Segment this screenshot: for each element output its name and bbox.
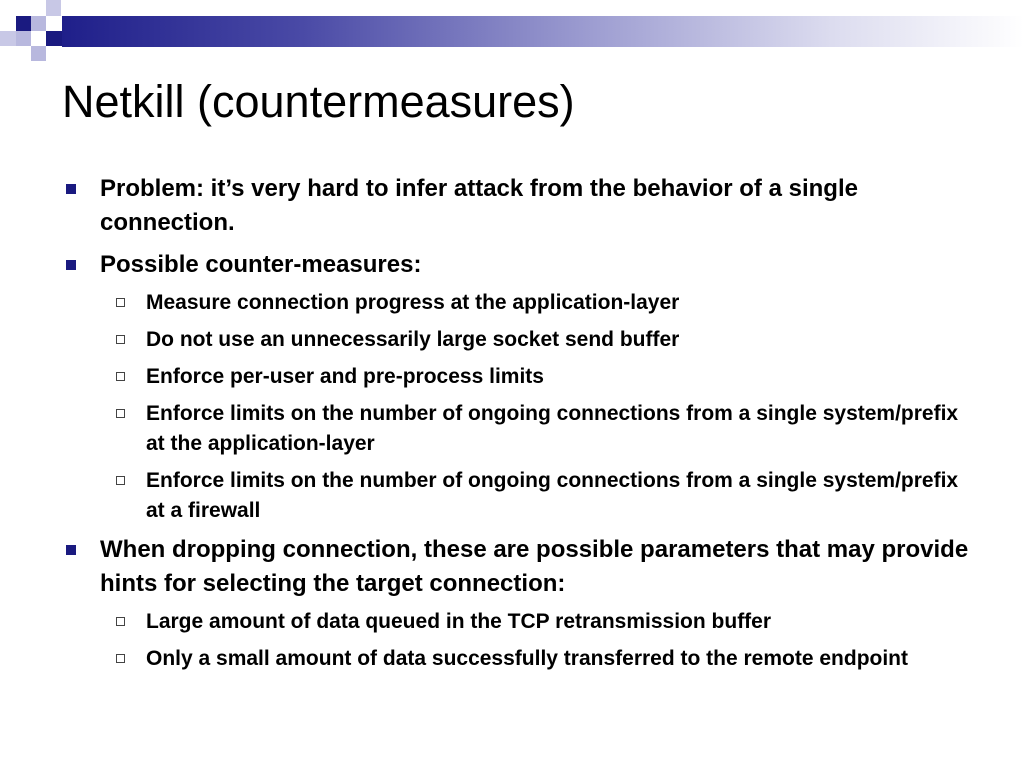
- sub-bullet-text: Enforce per-user and pre-process limits: [146, 365, 544, 388]
- sub-bullet-text: Measure connection progress at the application-layer: [146, 291, 680, 314]
- sub-bullet-text: Only a small amount of data successfully transferred to the remote endpoint: [146, 647, 908, 670]
- square-bullet-icon: [66, 260, 76, 270]
- sub-bullet-item: [62, 399, 982, 459]
- sub-bullet-item: [62, 288, 982, 318]
- sub-bullet-item: [62, 466, 982, 526]
- decor-square-light: [31, 16, 46, 31]
- bullet-text: When dropping connection, these are possible parameters that may provide hints for selecting the target connection:: [100, 536, 969, 597]
- decor-square-light: [16, 31, 31, 46]
- decor-square-dark: [46, 31, 62, 46]
- decor-square-mid: [0, 31, 16, 46]
- header-gradient-bar: [62, 16, 1024, 47]
- bullet-text: Problem: it’s very hard to infer attack from the behavior of a single connection.: [100, 175, 858, 236]
- square-bullet-icon: [66, 184, 76, 194]
- decor-square-light: [31, 46, 46, 61]
- bullet-text: Possible counter-measures:: [100, 251, 422, 278]
- bullet-item: [62, 172, 982, 240]
- bullet-item: [62, 248, 982, 282]
- hollow-square-bullet-icon: [116, 372, 125, 381]
- hollow-square-bullet-icon: [116, 617, 125, 626]
- decor-square-dark: [16, 16, 31, 31]
- hollow-square-bullet-icon: [116, 335, 125, 344]
- sub-bullet-text: Large amount of data queued in the TCP retransmission buffer: [146, 610, 772, 633]
- hollow-square-bullet-icon: [116, 298, 125, 307]
- sub-bullet-item: [62, 644, 982, 674]
- sub-bullet-text: Enforce limits on the number of ongoing connections from a single system/prefix at a firewall: [146, 469, 959, 522]
- slide-body: [62, 172, 982, 681]
- slide-title: Netkill (countermeasures): [62, 76, 575, 127]
- sub-bullet-list: [62, 607, 982, 674]
- decor-square-mid: [46, 0, 61, 16]
- square-bullet-icon: [66, 545, 76, 555]
- sub-bullet-item: [62, 607, 982, 637]
- sub-bullet-item: [62, 325, 982, 355]
- sub-bullet-text: Do not use an unnecessarily large socket send buffer: [146, 328, 680, 351]
- sub-bullet-list: [62, 288, 982, 526]
- sub-bullet-item: [62, 362, 982, 392]
- sub-bullet-text: Enforce limits on the number of ongoing connections from a single system/prefix at the application-layer: [146, 402, 959, 455]
- hollow-square-bullet-icon: [116, 476, 125, 485]
- hollow-square-bullet-icon: [116, 654, 125, 663]
- hollow-square-bullet-icon: [116, 409, 125, 418]
- bullet-item: [62, 533, 982, 601]
